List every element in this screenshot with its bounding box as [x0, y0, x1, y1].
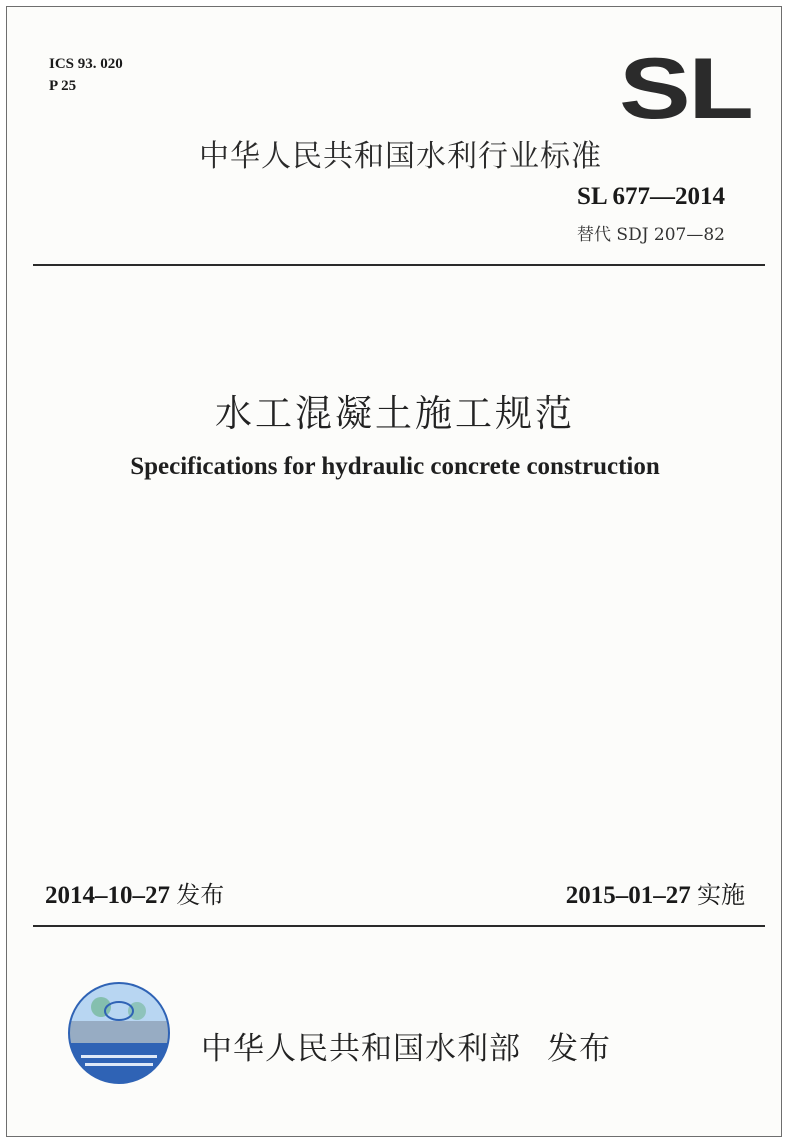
effective-word: 实施 [697, 881, 745, 909]
publish-word: 发布 [547, 1031, 611, 1067]
effective-date-line [566, 875, 745, 910]
anti-counterfeit-seal-icon [67, 981, 171, 1085]
publisher-line [201, 1023, 611, 1068]
issue-date: 2014–10–27 [45, 882, 170, 909]
standard-number: SL 677—2014 [577, 183, 725, 210]
class-code: P 25 [49, 78, 77, 94]
replaces-standard: 替代 SDJ 207—82 [577, 225, 725, 245]
sl-logo: SL [619, 41, 752, 137]
standard-category: 中华人民共和国水利行业标准 [199, 139, 602, 174]
title-english: Specifications for hydraulic concrete construction [130, 453, 660, 480]
bottom-divider [33, 925, 765, 927]
issue-word: 发布 [176, 881, 225, 909]
title-chinese: 水工混凝土施工规范 [215, 392, 575, 435]
cover-page [6, 6, 782, 1137]
issue-date-line [45, 875, 224, 910]
publisher-name: 中华人民共和国水利部 [201, 1031, 521, 1067]
classification-codes [49, 53, 123, 97]
effective-date: 2015–01–27 [565, 882, 691, 909]
top-divider [33, 264, 765, 266]
ics-code: ICS 93. 020 [49, 56, 123, 72]
